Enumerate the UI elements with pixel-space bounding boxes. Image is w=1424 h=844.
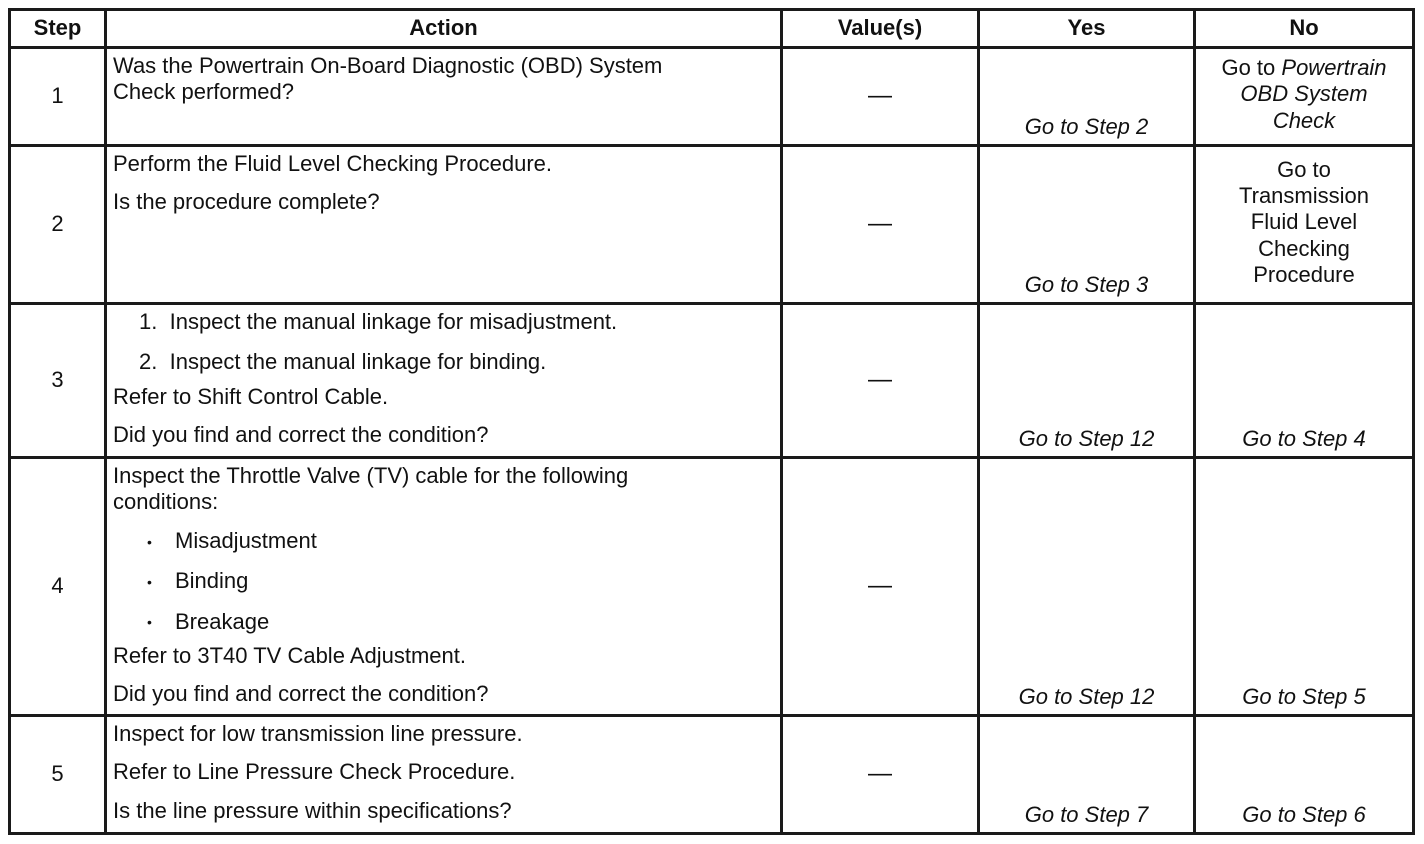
yes-cell: Go to Step 12 [979,304,1195,458]
no-cell [1195,146,1414,304]
action-text: Inspect the Throttle Valve (TV) cable for the following [113,463,629,488]
no-link-text: Check [1272,107,1336,133]
item-text: Inspect the manual linkage for binding. [169,349,547,375]
action-cell [106,48,782,146]
action-text: Is the procedure complete? [113,189,380,215]
question-text: Did you find and correct the condition? [113,681,489,707]
action-cell [106,458,782,716]
no-cell: Go to Step 6 [1195,716,1414,834]
value-dash: — [868,760,892,788]
value-dash: — [868,366,892,394]
yes-cell: Go to Step 7 [979,716,1195,834]
table-row [10,304,1414,458]
no-link-text: Powertrain [1281,54,1387,80]
item-number: 2. [139,349,158,375]
action-text: conditions: [113,489,219,515]
bullet-text: Breakage [175,608,270,634]
table-row [10,716,1414,834]
yes-cell: Go to Step 2 [979,48,1195,146]
bullet-icon: • [147,614,152,631]
no-text: Checking [1258,235,1350,261]
question-text: Is the line pressure within specifications? [113,797,512,823]
action-text: Perform the Fluid Level Checking Procedure. [113,151,552,176]
bullet-text: Misadjustment [175,527,317,553]
header-step: Step [10,10,106,48]
question-text: Did you find and correct the condition? [113,422,489,448]
header-values: Value(s) [782,10,979,48]
value-cell [782,458,979,716]
value-dash: — [868,572,892,600]
no-text: Fluid Level [1250,209,1358,235]
no-cell: Go to Step 5 [1195,458,1414,716]
numbered-item [113,309,774,335]
refer-text: Refer to Shift Control Cable. [113,383,389,409]
header-yes: Yes [979,10,1195,48]
bullet-icon: • [147,533,152,550]
table-row [10,48,1414,146]
value-cell [782,48,979,146]
table-row [10,458,1414,716]
item-number: 1. [139,309,158,334]
action-cell [106,716,782,834]
action-cell [106,146,782,304]
value-dash: — [868,210,892,238]
no-text: Transmission [1239,182,1369,208]
action-text: Was the Powertrain On-Board Diagnostic (OBD) System [113,53,663,78]
yes-cell: Go to Step 3 [979,146,1195,304]
step-number: 2 [10,146,106,304]
yes-cell: Go to Step 12 [979,458,1195,716]
header-no: No [1195,10,1414,48]
diagnostic-table [8,8,1415,835]
no-text: Go to [1277,156,1331,182]
action-cell [106,304,782,458]
value-cell [782,304,979,458]
no-cell [1195,48,1414,146]
refer-text: Refer to Line Pressure Check Procedure. [113,759,516,785]
step-number: 3 [10,304,106,458]
header-action: Action [106,10,782,48]
bullet-icon: • [147,573,152,590]
action-text: Check performed? [113,79,294,105]
bullet-text: Binding [175,568,249,594]
no-cell: Go to Step 4 [1195,304,1414,458]
table-row [10,146,1414,304]
bullet-item [113,568,774,594]
header-row [10,10,1414,48]
action-text: Inspect for low transmission line pressure. [113,721,523,746]
value-cell [782,146,979,304]
step-number: 5 [10,716,106,834]
step-number: 1 [10,48,106,146]
item-text: Inspect the manual linkage for misadjustment. [169,309,618,334]
numbered-item [113,349,774,375]
bullet-item [113,528,774,554]
bullet-item [113,609,774,635]
no-text: Procedure [1253,262,1355,288]
refer-text: Refer to 3T40 TV Cable Adjustment. [113,642,466,668]
value-cell [782,716,979,834]
no-prefix: Go to [1221,54,1276,80]
no-link-text: OBD System [1240,81,1368,107]
value-dash: — [868,82,892,110]
step-number: 4 [10,458,106,716]
